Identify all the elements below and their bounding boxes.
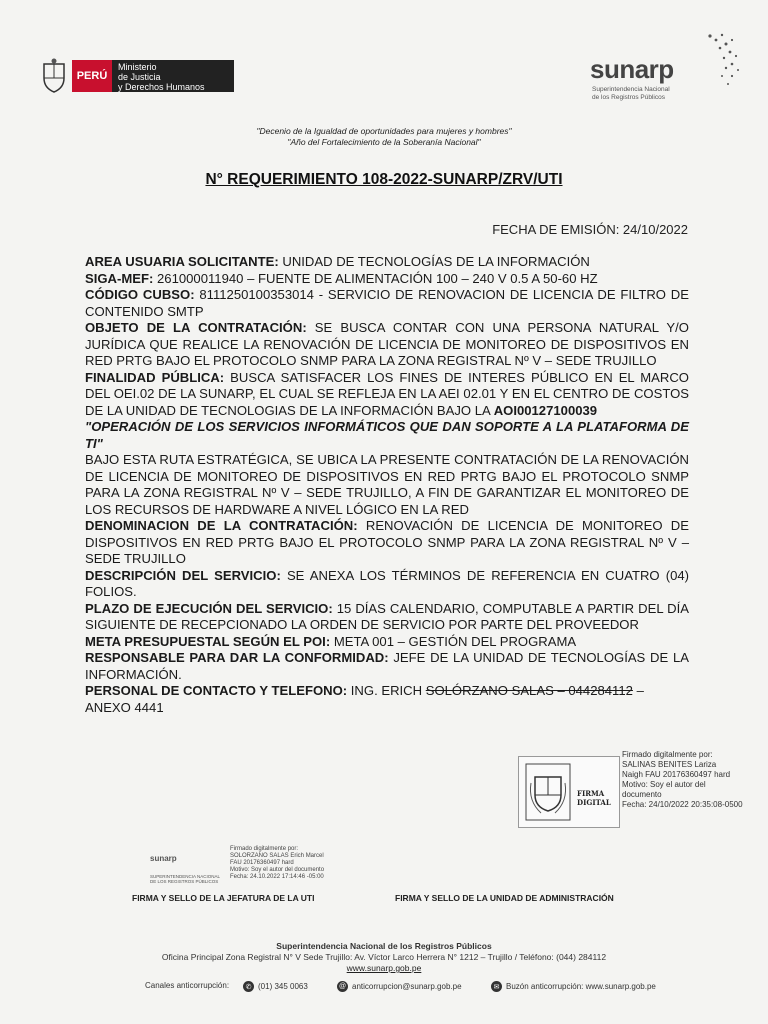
signature-line: SALINAS BENITES Lariza — [622, 760, 717, 769]
siga-mef — [85, 271, 689, 288]
meta-value: META 001 – GESTIÓN DEL PROGRAMA — [330, 633, 577, 649]
siga-value: 261000011940 – FUENTE DE ALIMENTACIÓN 100 – 240 V 0.5 A 50-60 HZ — [153, 270, 598, 286]
ministerio-line: Ministerio — [118, 62, 157, 72]
ministerio-line: y Derechos Humanos — [118, 82, 205, 92]
footer-org: Superintendencia Nacional de los Registros Públicos — [276, 941, 492, 951]
signature-line: Fecha: 24/10/2022 20:35:08-0500 — [622, 800, 743, 809]
cubso-value: 8111250100353014 - SERVICIO DE RENOVACION DE LICENCIA DE FILTRO DE CONTENIDO SMTP — [85, 287, 689, 319]
footer-address: Oficina Principal Zona Registral N° V Sede Trujillo: Av. Víctor Larco Herrera N° 1212 – Trujillo / Teléfono: (044) 284112 — [161, 952, 607, 962]
footer-web-row — [0, 963, 768, 973]
codigo-cubso — [85, 287, 689, 320]
sunarp-small-subtitle: SUPERINTENDENCIA NACIONAL DE LOS REGISTROS PÚBLICOS — [150, 874, 220, 884]
peru-shield-icon — [40, 58, 68, 94]
sunarp-wordmark: sunarp — [590, 54, 674, 84]
signature-line: SOLORZANO SALAS Erich Marcel — [230, 853, 324, 859]
meta-presupuestal — [85, 634, 689, 651]
area-value: UNIDAD DE TECNOLOGÍAS DE LA INFORMACIÓN — [278, 254, 590, 269]
operacion-servicios: "OPERACIÓN DE LOS SERVICIOS INFORMÁTICOS QUE DAN SOPORTE A LA PLATAFORMA DE TI" — [85, 419, 689, 451]
area-usuaria — [85, 254, 689, 271]
denominacion-label: DENOMINACION DE LA CONTRATACIÓN: — [85, 518, 358, 533]
signature-salinas — [518, 750, 758, 830]
finalidad-label: FINALIDAD PÚBLICA: — [85, 369, 225, 385]
denominacion — [85, 518, 689, 568]
email-icon: @ — [338, 983, 347, 990]
ministerio-logo — [40, 56, 236, 98]
signature-line: FAU 20176360497 hard — [230, 860, 294, 866]
signature-line: Firmado digitalmente por: — [622, 750, 713, 759]
ruta-estrategica: BAJO ESTA RUTA ESTRATÉGICA, SE UBICA LA PRESENTE CONTRATACIÓN DE LA RENOVACIÓN DE LICENCIA DE MONITOREO DE DISPOSITIVOS EN RED PRTG BAJO EL PROTOCOLO SNMP PARA LA ZONA REGISTRAL Nº V – SEDE TRUJILLO, A FIN DE GARANTIZAR EL MONITOREO DE LOS RECURSOS DE HARDWARE A NIVEL LÓGICO EN LA RED — [85, 452, 689, 517]
firma-digital-label: FIRMA DIGITAL — [577, 789, 611, 807]
signature-line: Motivo: Soy el autor del — [622, 780, 706, 789]
caption-unidad-administracion: FIRMA Y SELLO DE LA UNIDAD DE ADMINISTRACIÓN — [395, 893, 614, 903]
canal-email — [337, 981, 462, 992]
signature-solorzano — [150, 846, 350, 890]
finalidad-publica — [85, 370, 689, 420]
canal-buzon-text: Buzón anticorrupción: www.sunarp.gob.pe — [506, 982, 656, 991]
contacto-value-c: – ANEXO 4441 — [85, 683, 644, 715]
signature-line: Motivo: Soy el autor del documento — [230, 867, 325, 873]
signature-salinas-text — [622, 750, 743, 810]
mailbox-icon: ✉ — [491, 981, 502, 992]
signature-solorzano-text — [230, 846, 324, 881]
caption-jefatura-uti: FIRMA Y SELLO DE LA JEFATURA DE LA UTI — [132, 893, 315, 903]
contacto-label: PERSONAL DE CONTACTO Y TELEFONO: — [85, 683, 348, 698]
area-label: AREA USUARIA SOLICITANTE: — [85, 254, 279, 269]
ministerio-line: de Justicia — [118, 72, 161, 82]
plazo-ejecucion — [85, 601, 689, 634]
sunarp-subtitle — [592, 86, 670, 102]
document-title: N° REQUERIMIENTO 108-2022-SUNARP/ZRV/UTI — [205, 171, 563, 188]
document-body — [85, 254, 689, 716]
canal-phone — [243, 981, 308, 992]
sunarp-dots-icon — [702, 30, 742, 90]
peru-seal-icon — [525, 763, 571, 821]
canales-label: Canales anticorrupción: — [145, 981, 230, 990]
responsable-label: RESPONSABLE PARA DAR LA CONFORMIDAD: — [85, 650, 389, 665]
contacto-value-a: ING. ERICH — [347, 683, 426, 698]
sunarp-logo — [590, 30, 740, 106]
sunarp-subtitle-line: Superintendencia Nacional — [592, 86, 670, 93]
responsable-value: JEFE DE LA UNIDAD DE TECNOLOGÍAS DE LA INFORMACIÓN. — [85, 650, 689, 682]
objeto-contratacion — [85, 320, 689, 370]
fecha-emision: FECHA DE EMISIÓN: 24/10/2022 — [492, 222, 688, 237]
ministerio-name — [112, 60, 234, 92]
sunarp-small-logo: sunarp — [150, 854, 177, 863]
decenio-line-2: "Año del Fortalecimiento de la Soberanía Nacional" — [287, 137, 481, 147]
canal-email-text[interactable]: anticorrupcion@sunarp.gob.pe — [352, 982, 462, 991]
descripcion-label: DESCRIPCIÓN DEL SERVICIO: — [85, 567, 281, 583]
footer-web-link[interactable]: www.sunarp.gob.pe — [346, 963, 422, 973]
siga-label: SIGA-MEF: — [85, 270, 154, 286]
signature-line: Firmado digitalmente por: — [230, 846, 299, 852]
canal-buzon — [491, 981, 656, 992]
descripcion-value: SE ANEXA LOS TÉRMINOS DE REFERENCIA EN CUATRO (04) FOLIOS. — [85, 567, 689, 599]
finalidad-code: AOI00127100039 — [493, 402, 598, 418]
objeto-value: SE BUSCA CONTAR CON UNA PERSONA NATURAL Y/O JURÍDICA QUE REALICE LA RENOVACIÓN DE LICENCIA DE MONITOREO DE DISPOSITIVOS EN RED PRTG BAJO EL PROTOCOLO SNMP PARA LA ZONA REGISTRAL Nº V – SEDE TRUJILLO — [85, 320, 689, 368]
denominacion-value: RENOVACIÓN DE LICENCIA DE MONITOREO DE DISPOSITIVOS EN RED PRTG BAJO EL PROTOCOLO SNMP PARA LA ZONA REGISTRAL Nº V – SEDE TRUJILLO — [85, 518, 689, 566]
decenio-line-1: "Decenio de la Igualdad de oportunidades para mujeres y hombres" — [256, 126, 512, 136]
signature-line: Fecha: 24.10.2022 17:14:46 -05:00 — [230, 874, 324, 880]
descripcion-servicio — [85, 568, 689, 601]
cubso-label: CÓDIGO CUBSO: — [85, 287, 195, 302]
plazo-value: 15 DÍAS CALENDARIO, COMPUTABLE A PARTIR DEL DÍA SIGUIENTE DE RECEPCIONADO LA ORDEN DE SERVICIO POR PARTE DEL PROVEEDOR — [85, 600, 689, 632]
firma-digital-stamp — [518, 756, 620, 828]
contacto-value-b: SOLÓRZANO SALAS – 044284112 — [425, 683, 633, 698]
canal-phone-text: (01) 345 0063 — [258, 982, 308, 991]
meta-label: META PRESUPUESTAL SEGÚN EL POI: — [85, 633, 331, 649]
plazo-label: PLAZO DE EJECUCIÓN DEL SERVICIO: — [85, 600, 333, 616]
personal-contacto — [85, 683, 689, 716]
canales-anticorrupcion — [145, 979, 685, 995]
responsable-conformidad — [85, 650, 689, 683]
phone-icon: ✆ — [243, 981, 254, 992]
signature-line: Naigh FAU 20176360497 hard — [622, 770, 731, 779]
signature-line: documento — [622, 790, 662, 799]
peru-label: PERÚ — [72, 60, 112, 92]
sunarp-subtitle-line: de los Registros Públicos — [592, 94, 665, 101]
objeto-label: OBJETO DE LA CONTRATACIÓN: — [85, 320, 307, 335]
finalidad-value: BUSCA SATISFACER LOS FINES DE INTERES PÚBLICO EN EL MARCO DEL OEI.02 DE LA SUNARP, EL CUAL SE REFLEJA EN LA AEI 02.01 Y EN EL CENTRO DE COSTOS DE LA UNIDAD DE TECNOLOGIAS DE LA INFORMACIÓN BAJO LA — [85, 369, 689, 418]
